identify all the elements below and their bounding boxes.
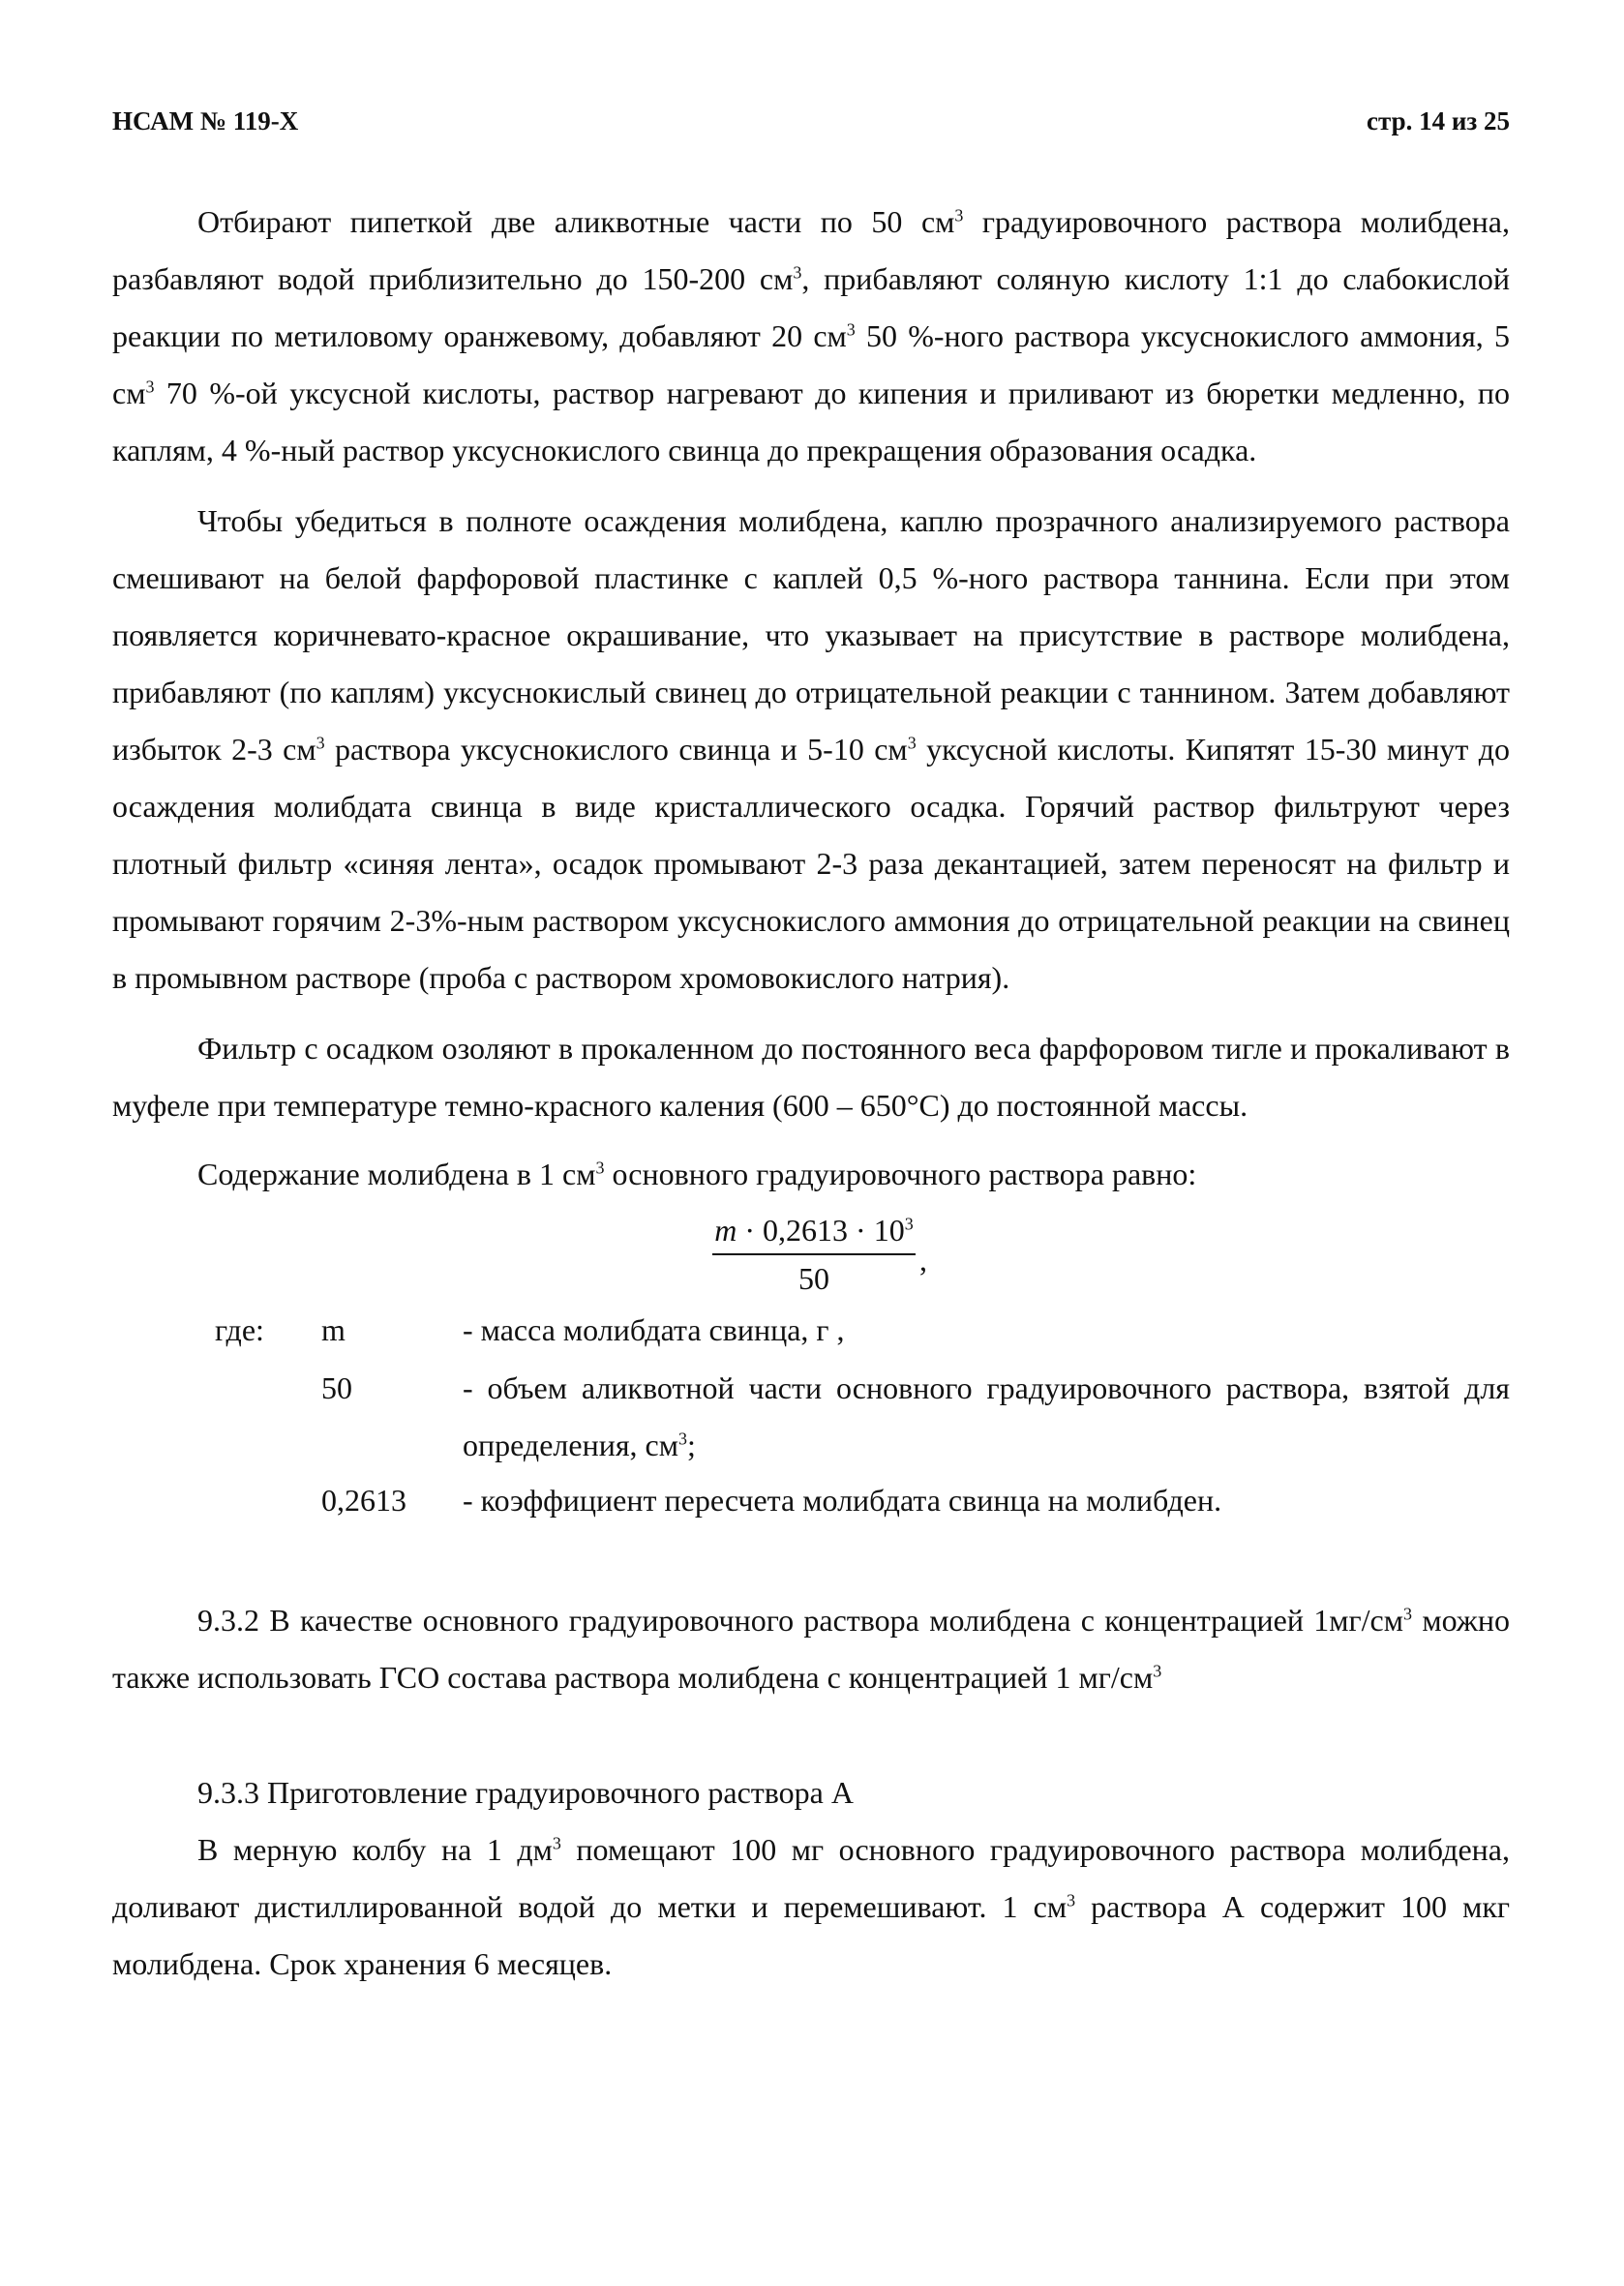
legend-label: где:: [215, 1312, 264, 1347]
superscript: 3: [145, 376, 155, 397]
text: уксусной кислоты. Кипятят 15-30 минут до осаждения молибдата свинца в виде кристаллического осадка. Горячий раствор фильтруют через плотный фильтр «синяя лента», осадок промывают 2-3 раза декантацией, затем переносят на фильтр и промывают горячим 2-3%-ным раствором уксуснокислого аммония до отрицательной реакции на свинец в промывном растворе (проба с раствором хромовокислого натрия).: [112, 732, 1511, 995]
superscript: 3: [1153, 1661, 1162, 1681]
text: помещают 100 мг основного градуировочного раствора молибдена, доливают дистиллированной водой до метки и перемешивают. 1 см: [112, 1832, 1511, 1924]
text: 50 %-ного раствора уксуснокислого аммония, 5 см: [112, 318, 1510, 410]
paragraph-content: [112, 1146, 1510, 1203]
superscript: 3: [954, 205, 964, 226]
formula: [112, 1209, 1510, 1302]
text: 70 %-ой уксусной кислоты, раствор нагревают до кипения и приливают из бюретки медленно, по каплям, 4 %-ный раствор уксуснокислого свинца до прекращения образования осадка.: [112, 376, 1510, 467]
text: Содержание молибдена в 1 см: [197, 1157, 596, 1191]
superscript: 3: [1067, 1890, 1076, 1910]
paragraph-precipitation: [112, 493, 1510, 1007]
superscript: 3: [316, 733, 325, 753]
variable-m: m: [714, 1213, 737, 1248]
paragraph-ashing: Фильтр с осадком озоляют в прокаленном до постоянного веса фарфоровом тигле и прокаливают в муфеле при температуре темно-красного каления (600 – 650°C) до постоянной массы.: [112, 1031, 1510, 1123]
paragraph-aliquot: [112, 194, 1510, 479]
legend-symbol: m: [321, 1312, 346, 1347]
page-number: стр. 14 из 25: [1367, 106, 1510, 135]
section-heading-9-3-3: 9.3.3 Приготовление градуировочного раствора А: [197, 1775, 854, 1810]
paragraph-solution-a: [112, 1821, 1510, 1993]
text: градуировочного раствора молибдена, разбавляют водой приблизительно до 150-200 см: [112, 204, 1511, 296]
legend-description: - коэффициент пересчета молибдата свинца на молибден.: [463, 1483, 1222, 1518]
superscript: 3: [793, 262, 802, 283]
text: 9.3.2 В качестве основного градуировочного раствора молибдена с концентрацией 1мг/см: [197, 1603, 1403, 1638]
text: можно также использовать ГСО состава раствора молибдена с концентрацией 1 мг/см: [112, 1603, 1511, 1695]
text: ;: [686, 1428, 696, 1462]
superscript: 3: [677, 1429, 687, 1449]
fraction-numerator: [712, 1209, 916, 1255]
superscript: 3: [595, 1158, 605, 1178]
fraction-denominator: 50: [798, 1261, 829, 1296]
text: основного градуировочного раствора равно:: [604, 1157, 1197, 1191]
superscript: 3: [904, 1214, 914, 1234]
text: раствора уксуснокислого свинца и 5-10 см: [324, 732, 908, 767]
formula-comma: ,: [919, 1243, 927, 1278]
superscript: 3: [846, 319, 856, 340]
legend-symbol: 50: [321, 1370, 352, 1405]
text: В мерную колбу на 1 дм: [197, 1832, 553, 1867]
superscript: 3: [552, 1833, 561, 1853]
text: - объем аликвотной части основного градуировочного раствора, взятой для определения, см: [463, 1370, 1510, 1462]
text: раствора А содержит 100 мкг молибдена. Срок хранения 6 месяцев.: [112, 1889, 1511, 1981]
text: Чтобы убедиться в полноте осаждения молибдена, каплю прозрачного анализируемого раствора смешивают на белой фарфоровой пластинке с каплей 0,5 %-ного раствора таннина. Если при этом появляется коричневато-красное окрашивание, что указывает на присутствие в растворе молибдена, прибавляют (по каплям) уксуснокислый свинец до отрицательной реакции с таннином. Затем добавляют избыток 2-3 см: [112, 503, 1510, 767]
document-code: НСАМ № 119-Х: [112, 106, 299, 135]
fraction: [712, 1209, 916, 1300]
legend-description: - масса молибдата свинца, г ,: [463, 1312, 845, 1347]
text: , прибавляют соляную кислоту 1:1 до слабокислой реакции по метиловому оранжевому, добавляют 20 см: [112, 261, 1511, 353]
superscript: 3: [1403, 1604, 1412, 1624]
legend-description: [463, 1360, 1510, 1474]
text: Отбирают пипеткой две аликвотные части по 50 см: [197, 204, 955, 239]
document-body: [112, 194, 1510, 1993]
text: · 0,2613 · 10: [737, 1213, 905, 1248]
legend-symbol: 0,2613: [321, 1483, 406, 1518]
paragraph-9-3-2: [112, 1592, 1510, 1706]
variable-legend: [112, 1302, 1510, 1534]
superscript: 3: [907, 733, 917, 753]
